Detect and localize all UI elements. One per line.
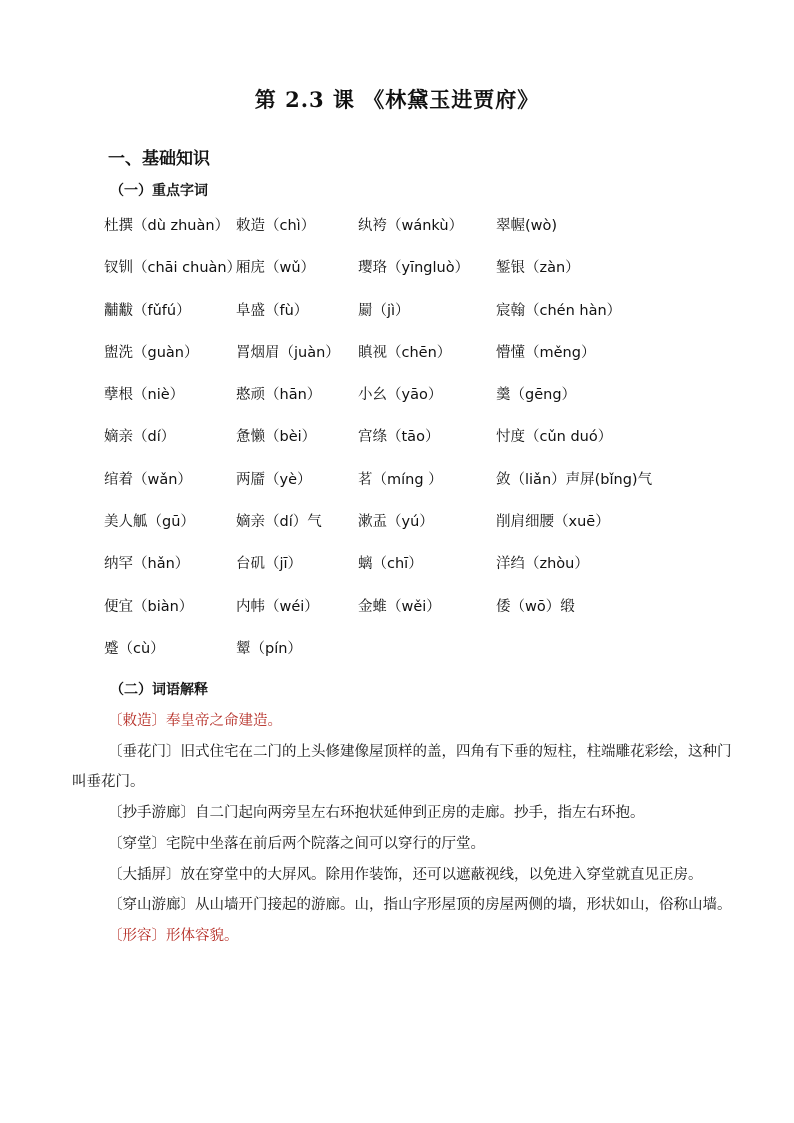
vocab-row [104, 341, 744, 383]
vocab-row [104, 425, 744, 467]
vocab-item: 罽（jì） [358, 302, 410, 319]
vocab-item: 纳罕（hǎn） [104, 556, 190, 573]
vocab-item: 便宜（biàn） [104, 598, 194, 615]
vocab-item: 盥洗（guàn） [104, 344, 199, 361]
vocab-item: 倭（wō）缎 [496, 598, 575, 615]
vocab-item: 蹙（cù） [104, 640, 165, 657]
vocab-row [104, 214, 744, 256]
vocab-item: 纨袴（wánkù） [358, 218, 464, 234]
vocab-item: 台矶（jī） [236, 556, 303, 573]
definitions-list [72, 706, 732, 952]
vocab-item: 惫懒（bèi） [236, 429, 317, 446]
subheading-word-explanations: （二）词语解释 [110, 682, 208, 698]
vocab-item: 小幺（yāo） [358, 387, 443, 404]
vocab-row [104, 595, 744, 637]
vocab-item: 内帏（wéi） [236, 598, 319, 615]
vocab-item: 宫绦（tāo） [358, 429, 440, 446]
vocab-item: 两靥（yè） [236, 471, 312, 488]
definition-item: 〔穿山游廊〕从山墙开门接起的游廊。山，指山字形屋顶的房屋两侧的墙，形状如山，俗称山墙。 [108, 897, 732, 914]
vocab-item: 金蜼（wěi） [358, 598, 441, 615]
vocab-item: 憨顽（hān） [236, 387, 322, 404]
vocab-item: 美人觚（gū） [104, 514, 195, 531]
definition-item: 〔大插屏〕放在穿堂中的大屏风。除用作装饰，还可以遮蔽视线，以免进入穿堂就直见正房。 [108, 866, 703, 883]
vocab-row [104, 468, 744, 510]
vocab-row [104, 256, 744, 298]
vocab-item: 螭（chī） [358, 556, 423, 573]
definition-item: 〔垂花门〕旧式住宅在二门的上头修建像屋顶样的盖，四角有下垂的短柱，柱端雕花彩绘，这种门叫垂花门。 [72, 743, 732, 791]
vocab-item: 瞋视（chēn） [358, 344, 452, 361]
vocab-item: 黼黻（fǔfú） [104, 302, 191, 319]
vocab-item: 杜撰（dù zhuàn） [104, 218, 230, 234]
vocab-row [104, 552, 744, 594]
vocab-item: 厢庑（wǔ） [236, 260, 316, 277]
vocab-item: 茗（míng ） [358, 471, 443, 488]
vocab-item: 忖度（cǔn duó） [496, 429, 613, 446]
vocab-item: 绾着（wǎn） [104, 471, 192, 488]
vocab-item: 璎珞（yīngluò） [358, 260, 470, 277]
definition-item: 〔穿堂〕宅院中坐落在前后两个院落之间可以穿行的厅堂。 [108, 835, 485, 852]
vocab-row [104, 383, 744, 425]
section-heading-basics: 一、基础知识 [108, 149, 210, 169]
vocab-item: 钗钏（chāi chuàn） [104, 260, 242, 277]
vocab-item: 羹（gēng） [496, 387, 577, 404]
vocab-item: 嫡亲（dí） [104, 429, 176, 446]
page-title: 第 2.3 课 《林黛玉进贾府》 [254, 87, 540, 112]
vocab-list [104, 214, 744, 679]
definition-item: 〔敕造〕奉皇帝之命建造。 [108, 713, 282, 729]
vocab-item: 洋绉（zhòu） [496, 556, 589, 573]
subheading-key-words: （一）重点字词 [110, 183, 208, 199]
vocab-item: 罥烟眉（juàn） [236, 344, 340, 361]
definition-item: 〔形容〕形体容貌。 [108, 927, 239, 944]
vocab-item: 敕造（chì） [236, 218, 316, 234]
vocab-row [104, 637, 744, 679]
vocab-row [104, 299, 744, 341]
definition-item: 〔抄手游廊〕自二门起向两旁呈左右环抱状延伸到正房的走廊。抄手，指左右环抱。 [108, 805, 645, 822]
vocab-item: 漱盂（yú） [358, 514, 434, 531]
vocab-item: 懵懂（měng） [496, 344, 596, 361]
vocab-item: 颦（pín） [236, 640, 302, 657]
vocab-item: 宸翰（chén hàn） [496, 302, 622, 319]
vocab-item: 敛（liǎn）声屏(bǐng)气 [496, 471, 653, 488]
vocab-item: 翠幄(wò) [496, 218, 558, 234]
vocab-item: 阜盛（fù） [236, 302, 309, 319]
vocab-item: 錾银（zàn） [496, 260, 580, 277]
vocab-item: 嫡亲（dí）气 [236, 514, 322, 531]
vocab-item: 孽根（niè） [104, 387, 185, 404]
vocab-row [104, 510, 744, 552]
vocab-item: 削肩细腰（xuē） [496, 514, 610, 531]
